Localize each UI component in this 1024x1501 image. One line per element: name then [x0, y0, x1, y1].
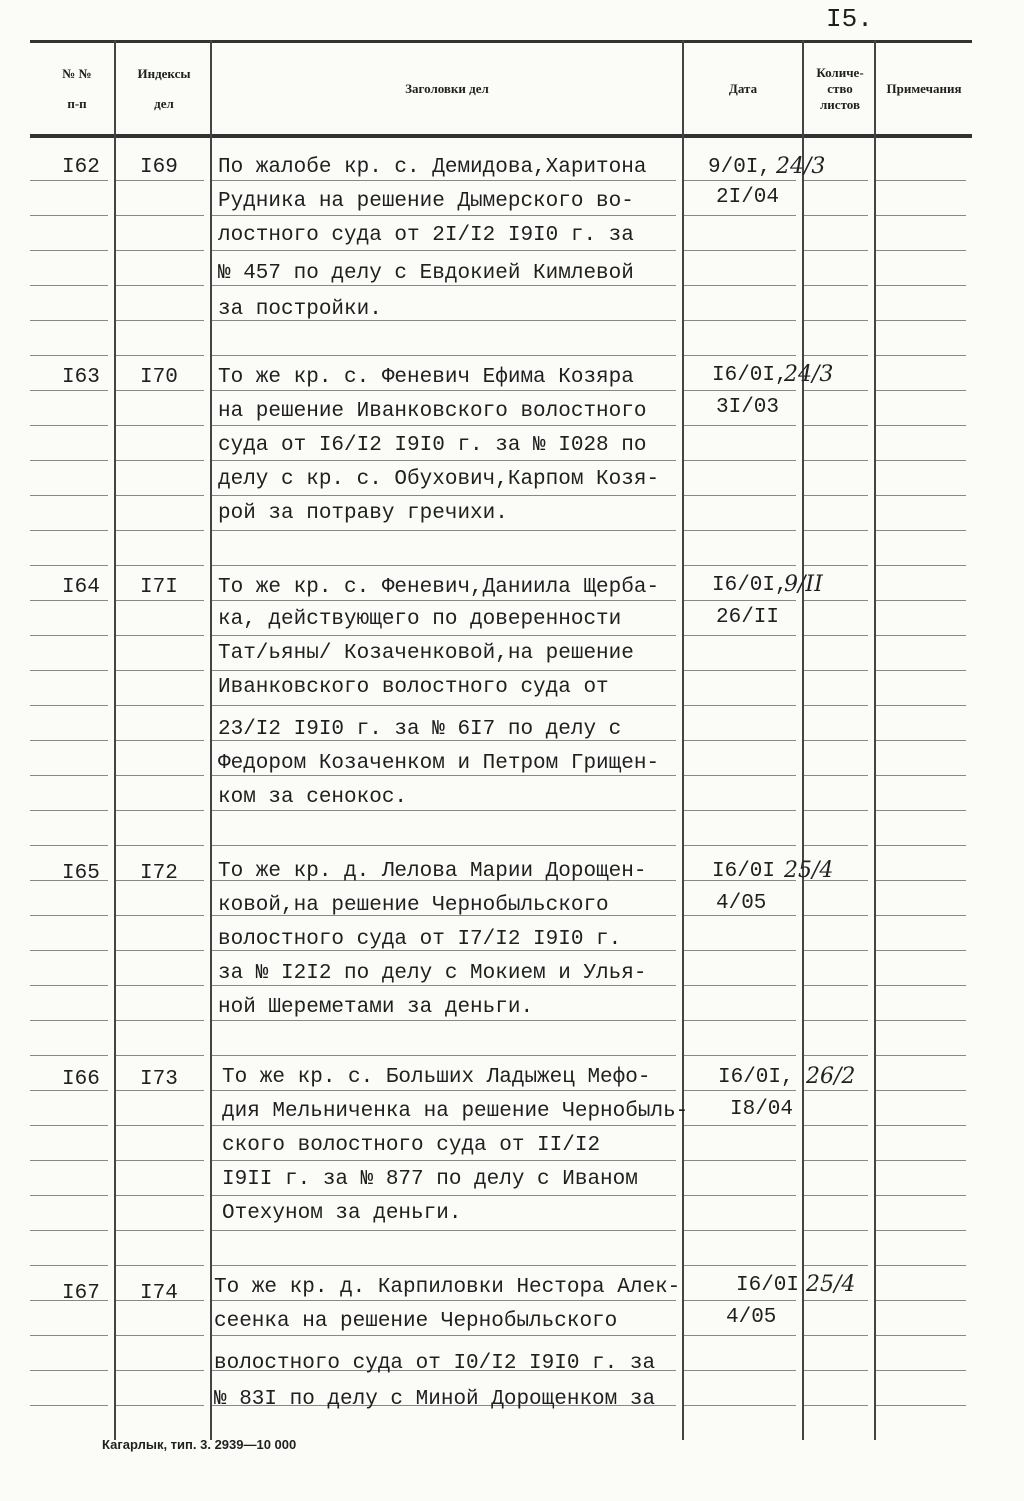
ruled-line [116, 950, 204, 951]
title-line: Федором Козаченком и Петром Грищен- [218, 752, 660, 775]
ruled-line [30, 495, 108, 496]
record-number: I67 [62, 1282, 100, 1305]
ruled-line [212, 985, 676, 986]
ruled-line [684, 425, 796, 426]
title-line: Иванковского волостного суда от [218, 676, 609, 699]
ruled-line [212, 495, 676, 496]
ruled-line [876, 985, 966, 986]
ruled-line [116, 1265, 204, 1266]
ruled-line [116, 565, 204, 566]
title-line: Отехуном за деньги. [222, 1202, 462, 1225]
title-line: То же кр. д. Карпиловки Нестора Алек- [214, 1276, 681, 1299]
ruled-line [804, 810, 868, 811]
ruled-line [804, 1195, 868, 1196]
ruled-line [684, 390, 796, 391]
ruled-line [116, 285, 204, 286]
ruled-line [212, 250, 676, 251]
printer-footer: Кагарлык, тип. 3. 2939—10 000 [102, 1437, 297, 1452]
ruled-line [804, 1160, 868, 1161]
ruled-line [116, 635, 204, 636]
date-end: I8/04 [730, 1098, 794, 1121]
ruled-line [30, 985, 108, 986]
ruled-line [30, 425, 108, 426]
ruled-line [876, 880, 966, 881]
date-start: I6/0I, [712, 574, 788, 597]
title-line: суда от I6/I2 I9I0 г. за № I028 по [218, 434, 647, 457]
ruled-line [116, 1125, 204, 1126]
ruled-line [876, 1020, 966, 1021]
ruled-line [876, 1055, 966, 1056]
ruled-line [30, 1265, 108, 1266]
ruled-line [212, 285, 676, 286]
record-number: I65 [62, 862, 100, 885]
ruled-line [30, 1230, 108, 1231]
ruled-line [116, 1195, 204, 1196]
ruled-line [684, 740, 796, 741]
ruled-line [804, 565, 868, 566]
ruled-line [684, 1195, 796, 1196]
ruled-line [30, 320, 108, 321]
title-line: за постройки. [218, 298, 382, 321]
ruled-line [30, 810, 108, 811]
title-line: I9II г. за № 877 по делу с Иваном [222, 1168, 638, 1191]
column-header-sheets-line1: Количе- [816, 64, 864, 80]
ruled-line [116, 705, 204, 706]
ruled-line [876, 1370, 966, 1371]
ruled-line [684, 810, 796, 811]
record-index: I7I [140, 576, 178, 599]
ruled-line [876, 215, 966, 216]
date-start: I6/0I [736, 1274, 800, 1297]
ruled-line [804, 1335, 868, 1336]
sheet-count: 25/4 [806, 1272, 856, 1297]
ruled-line [804, 1370, 868, 1371]
ruled-line [212, 1300, 676, 1301]
ruled-line [876, 495, 966, 496]
ruled-line [804, 950, 868, 951]
ruled-line [116, 740, 204, 741]
sheet-count: 9/II [784, 572, 823, 597]
title-line: То же кр. с. Больших Ладыжец Мефо- [222, 1066, 651, 1089]
date-start: I6/0I [712, 860, 776, 883]
ruled-line [212, 530, 676, 531]
ruled-line [876, 600, 966, 601]
ruled-line [116, 180, 204, 181]
ruled-line [684, 1055, 796, 1056]
ruled-line [212, 635, 676, 636]
column-header-date [684, 46, 802, 132]
ruled-line [876, 1195, 966, 1196]
date-end: 3I/03 [716, 396, 780, 419]
record-number: I64 [62, 576, 100, 599]
ruled-line [804, 915, 868, 916]
ruled-line [804, 1405, 868, 1406]
ruled-line [804, 1265, 868, 1266]
record-index: I72 [140, 862, 178, 885]
title-line: волостного суда от I7/I2 I9I0 г. [218, 928, 622, 951]
ruled-line [684, 950, 796, 951]
ruled-line [876, 285, 966, 286]
ruled-line [116, 355, 204, 356]
ruled-line [212, 1020, 676, 1021]
ruled-line [116, 775, 204, 776]
column-header-index-line2: дел [154, 96, 174, 111]
record-index: I73 [140, 1068, 178, 1091]
title-line: ка, действующего по доверенности [218, 608, 622, 631]
ruled-line [804, 1055, 868, 1056]
ruled-line [30, 215, 108, 216]
record-number: I66 [62, 1068, 100, 1091]
date-start: 9/0I, [708, 156, 772, 179]
ruled-line [684, 600, 796, 601]
ruled-line [684, 1230, 796, 1231]
column-header-title-text: Заголовки дел [405, 80, 489, 96]
ruled-line [684, 1265, 796, 1266]
title-line: Тат/ьяны/ Козаченковой,на решение [218, 642, 634, 665]
ruled-line [684, 180, 796, 181]
ruled-line [804, 180, 868, 181]
ruled-line [684, 215, 796, 216]
ruled-line [116, 250, 204, 251]
ruled-line [804, 460, 868, 461]
title-line: рой за потраву гречихи. [218, 502, 508, 525]
ruled-line [876, 1125, 966, 1126]
ruled-line [876, 1230, 966, 1231]
ruled-line [116, 915, 204, 916]
ruled-line [876, 250, 966, 251]
ruled-line [212, 705, 676, 706]
date-start: I6/0I, [718, 1066, 794, 1089]
ruled-line [876, 775, 966, 776]
ruled-line [212, 180, 676, 181]
ruled-line [116, 390, 204, 391]
record-index: I74 [140, 1282, 178, 1305]
ruled-line [212, 1265, 676, 1266]
ruled-line [30, 705, 108, 706]
column-header-number-line1: № № [62, 65, 92, 81]
ruled-line [30, 285, 108, 286]
column-header-notes-text: Примечания [886, 80, 962, 96]
column-header-number-line2: п-п [67, 96, 87, 111]
ruled-line [684, 775, 796, 776]
ruled-line [804, 1090, 868, 1091]
ruled-line [804, 705, 868, 706]
ruled-line [30, 670, 108, 671]
ruled-line [212, 670, 676, 671]
column-header-sheets-line2: ство [827, 80, 853, 96]
ruled-line [212, 600, 676, 601]
ruled-line [116, 810, 204, 811]
ruled-line [876, 1335, 966, 1336]
ruled-line [30, 1055, 108, 1056]
ruled-line [116, 670, 204, 671]
ruled-line [876, 390, 966, 391]
ruled-line [30, 1195, 108, 1196]
ruled-line [804, 355, 868, 356]
ruled-line [804, 495, 868, 496]
date-end: 4/05 [716, 892, 767, 915]
ruled-line [876, 845, 966, 846]
ruled-line [804, 670, 868, 671]
ruled-line [804, 1230, 868, 1231]
column-header-notes [876, 46, 972, 132]
ruled-line [684, 355, 796, 356]
title-line: на решение Иванковского волостного [218, 400, 647, 423]
title-line: дия Мельниченка на решение Чернобыль- [222, 1100, 689, 1123]
date-end: 2I/04 [716, 186, 780, 209]
ruled-line [116, 1335, 204, 1336]
record-number: I63 [62, 366, 100, 389]
ruled-line [684, 565, 796, 566]
ruled-line [684, 1405, 796, 1406]
ruled-line [116, 1020, 204, 1021]
ruled-line [876, 180, 966, 181]
ruled-line [212, 425, 676, 426]
ruled-line [804, 1300, 868, 1301]
ruled-line [116, 845, 204, 846]
date-end: 4/05 [726, 1306, 777, 1329]
ruled-line [684, 1125, 796, 1126]
ruled-line [212, 355, 676, 356]
title-line: делу с кр. с. Обухович,Карпом Козя- [218, 468, 660, 491]
ruled-line [116, 215, 204, 216]
title-line: То же кр. д. Лелова Марии Дорощен- [218, 860, 647, 883]
sheet-count: 24/3 [784, 362, 834, 387]
ruled-line [30, 1160, 108, 1161]
ruled-line [876, 1160, 966, 1161]
ruled-line [30, 1405, 108, 1406]
ruled-line [684, 845, 796, 846]
ruled-line [212, 1160, 676, 1161]
ruled-line [876, 1405, 966, 1406]
title-line: № 83I по делу с Миной Дорощенком за [214, 1388, 656, 1411]
ruled-line [804, 425, 868, 426]
ruled-line [804, 985, 868, 986]
ruled-line [116, 1160, 204, 1161]
ruled-line [804, 285, 868, 286]
header-top-line [30, 40, 972, 43]
ruled-line [684, 285, 796, 286]
ruled-line [876, 635, 966, 636]
ruled-line [684, 530, 796, 531]
ruled-line [684, 1160, 796, 1161]
ruled-line [30, 1370, 108, 1371]
ruled-line [804, 1020, 868, 1021]
ruled-line [212, 215, 676, 216]
ruled-line [30, 355, 108, 356]
ruled-line [116, 985, 204, 986]
title-line: Рудника на решение Дымерского во- [218, 190, 634, 213]
column-header-title [212, 46, 682, 132]
ruled-line [212, 810, 676, 811]
ruled-line [804, 635, 868, 636]
ruled-line [30, 460, 108, 461]
title-line: за № I2I2 по делу с Мокием и Улья- [218, 962, 647, 985]
title-line: ной Шереметами за деньги. [218, 996, 534, 1019]
title-line: волостного суда от I0/I2 I9I0 г. за [214, 1352, 656, 1375]
title-line: 23/I2 I9I0 г. за № 6I7 по делу с [218, 718, 622, 741]
ruled-line [212, 1090, 676, 1091]
ruled-line [212, 775, 676, 776]
ruled-line [684, 635, 796, 636]
ruled-line [876, 1265, 966, 1266]
ruled-line [804, 530, 868, 531]
ruled-line [116, 425, 204, 426]
ruled-line [116, 1405, 204, 1406]
ruled-line [684, 1370, 796, 1371]
record-index: I70 [140, 366, 178, 389]
ruled-line [30, 1020, 108, 1021]
date-end: 26/II [716, 606, 780, 629]
ruled-line [876, 355, 966, 356]
column-header-index-line1: Индексы [137, 65, 191, 81]
sheet-count: 26/2 [806, 1064, 856, 1089]
column-header-sheets [804, 46, 876, 132]
ruled-line [212, 460, 676, 461]
ruled-line [876, 915, 966, 916]
date-start: I6/0I, [712, 364, 788, 387]
ruled-line [804, 1125, 868, 1126]
ruled-line [212, 1055, 676, 1056]
ruled-line [876, 1090, 966, 1091]
ruled-line [876, 530, 966, 531]
column-header-number [40, 46, 114, 132]
ruled-line [684, 1335, 796, 1336]
ruled-line [30, 180, 108, 181]
ruled-line [212, 1230, 676, 1231]
ruled-line [116, 1370, 204, 1371]
ruled-line [30, 390, 108, 391]
ruled-line [684, 460, 796, 461]
ruled-line [684, 915, 796, 916]
ruled-line [30, 635, 108, 636]
ruled-line [30, 845, 108, 846]
ruled-line [116, 320, 204, 321]
column-header-date-text: Дата [728, 80, 758, 96]
ruled-line [30, 600, 108, 601]
ruled-line [116, 530, 204, 531]
ruled-line [804, 600, 868, 601]
ruled-line [684, 705, 796, 706]
ruled-line [212, 845, 676, 846]
title-line: ковой,на решение Чернобыльского [218, 894, 609, 917]
ruled-line [116, 600, 204, 601]
ruled-line [876, 460, 966, 461]
ruled-line [876, 810, 966, 811]
ruled-line [876, 320, 966, 321]
ruled-line [876, 950, 966, 951]
ruled-line [212, 390, 676, 391]
ruled-line [116, 460, 204, 461]
ruled-line [684, 1090, 796, 1091]
ruled-line [684, 1300, 796, 1301]
ruled-line [30, 740, 108, 741]
column-header-sheets-line3: листов [820, 97, 860, 113]
ruled-line [684, 670, 796, 671]
ruled-line [30, 530, 108, 531]
title-line: ком за сенокос. [218, 786, 408, 809]
record-number: I62 [62, 156, 100, 179]
record-index: I69 [140, 156, 178, 179]
column-header-index [116, 46, 212, 132]
header-bottom-line [30, 134, 972, 138]
ruled-line [116, 495, 204, 496]
title-line: ского волостного суда от II/I2 [222, 1134, 601, 1157]
ruled-line [30, 1125, 108, 1126]
ruled-line [212, 1125, 676, 1126]
ruled-line [876, 1300, 966, 1301]
ruled-line [684, 250, 796, 251]
ruled-line [684, 320, 796, 321]
ruled-line [30, 565, 108, 566]
ruled-line [804, 740, 868, 741]
ruled-line [30, 915, 108, 916]
ruled-line [876, 425, 966, 426]
title-line: сеенка на решение Чернобыльского [214, 1310, 618, 1333]
title-line: То же кр. с. Феневич,Даниила Щерба- [218, 576, 660, 599]
ruled-line [212, 565, 676, 566]
ruled-line [212, 1195, 676, 1196]
ruled-line [876, 565, 966, 566]
title-line: лостного суда от 2I/I2 I9I0 г. за [218, 224, 634, 247]
ruled-line [30, 1335, 108, 1336]
ruled-line [804, 845, 868, 846]
ruled-line [684, 1020, 796, 1021]
ruled-line [804, 215, 868, 216]
ruled-line [804, 390, 868, 391]
ruled-line [804, 320, 868, 321]
ruled-line [30, 775, 108, 776]
page-number: I5. [826, 4, 873, 34]
ruled-line [30, 950, 108, 951]
ruled-line [684, 495, 796, 496]
ruled-line [804, 775, 868, 776]
ruled-line [804, 250, 868, 251]
ruled-line [876, 740, 966, 741]
sheet-count: 25/4 [784, 858, 834, 883]
ruled-line [876, 705, 966, 706]
sheet-count: 24/3 [776, 154, 826, 179]
ruled-line [876, 670, 966, 671]
ruled-line [212, 1335, 676, 1336]
ruled-line [116, 1055, 204, 1056]
ruled-line [30, 250, 108, 251]
title-line: По жалобе кр. с. Демидова,Харитона [218, 156, 647, 179]
ruled-line [116, 1230, 204, 1231]
title-line: № 457 по делу с Евдокией Кимлевой [218, 262, 634, 285]
ruled-line [684, 985, 796, 986]
title-line: То же кр. с. Феневич Ефима Козяра [218, 366, 634, 389]
